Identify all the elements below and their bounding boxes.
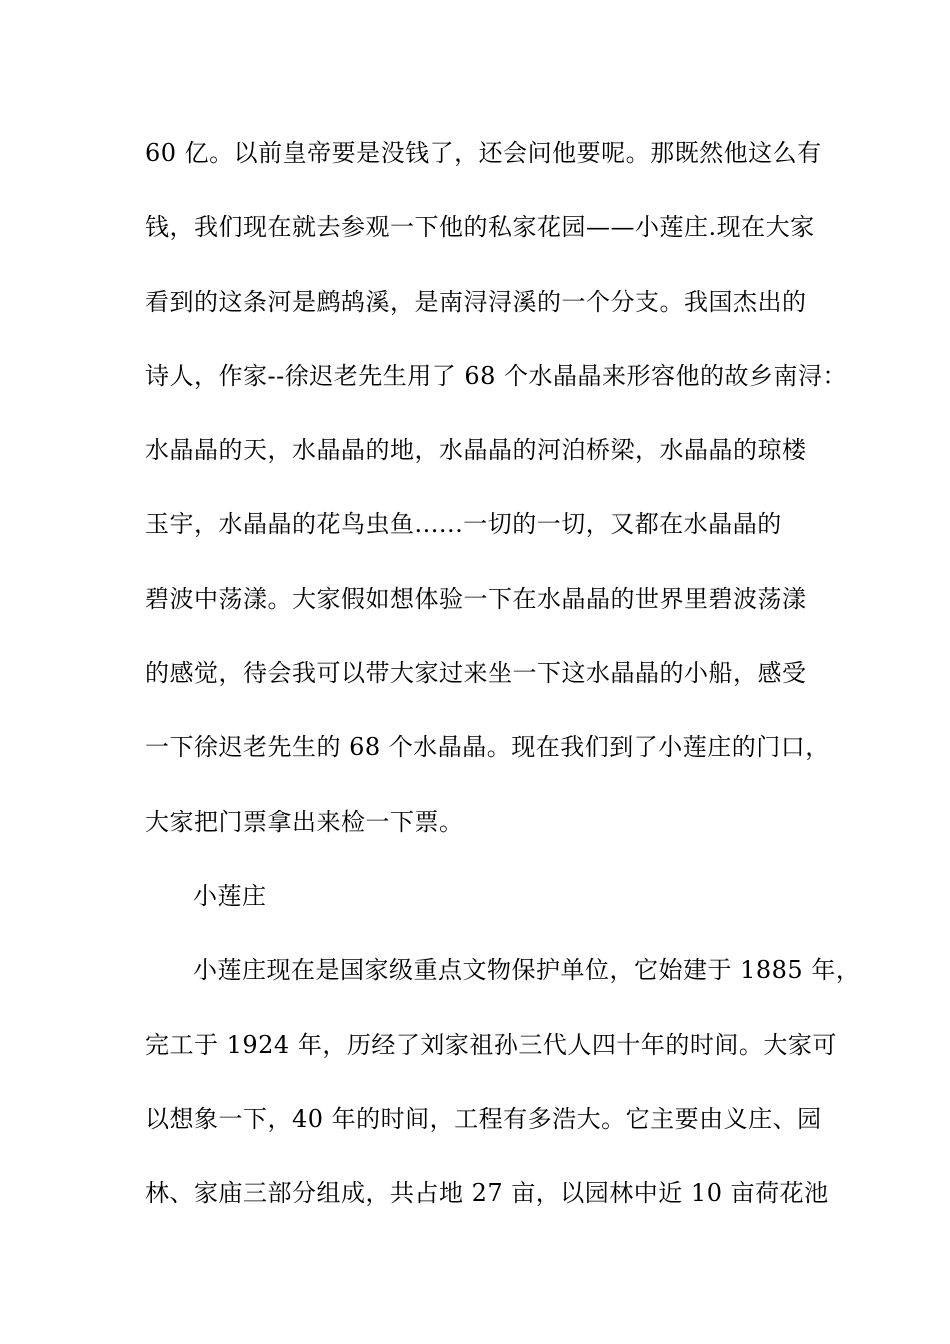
text-line: 钱，我们现在就去参观一下他的私家花园——小莲庄.现在大家 [145, 213, 815, 242]
text-line: 60 亿。以前皇帝要是没钱了，还会问他要呢。那既然他这么有 [145, 139, 822, 167]
text-line: 水晶晶的天，水晶晶的地，水晶晶的河泊桥梁，水晶晶的琼楼 [145, 436, 807, 465]
text-line: 以想象一下，40 年的时间，工程有多浩大。它主要由义庄、园 [145, 1104, 822, 1133]
text-line: 林、家庙三部分组成，共占地 27 亩，以园林中近 10 亩荷花池 [145, 1179, 829, 1208]
text-line: 玉宇，水晶晶的花鸟虫鱼......一切的一切，又都在水晶晶的 [145, 510, 782, 539]
text-line: 碧波中荡漾。大家假如想体验一下在水晶晶的世界里碧波荡漾 [145, 584, 807, 613]
text-line: 大家把门票拿出来检一下票。 [145, 807, 464, 836]
document-body [145, 130, 861, 1244]
section-heading: 小莲庄 [193, 881, 267, 910]
text-line: 的感觉，待会我可以带大家过来坐一下这水晶晶的小船，感受 [145, 659, 807, 688]
text-line: 诗人，作家--徐迟老先生用了 68 个水晶晶来形容他的故乡南浔： [145, 361, 848, 390]
text-line: 完工于 1924 年，历经了刘家祖孙三代人四十年的时间。大家可 [145, 1030, 837, 1059]
text-line: 一下徐迟老先生的 68 个水晶晶。现在我们到了小莲庄的门口， [145, 733, 830, 762]
paragraph-first-line: 小莲庄现在是国家级重点文物保护单位，它始建于 1885 年， [193, 956, 861, 985]
text-line: 看到的这条河是鹧鸪溪，是南浔浔溪的一个分支。我国杰出的 [145, 287, 807, 316]
